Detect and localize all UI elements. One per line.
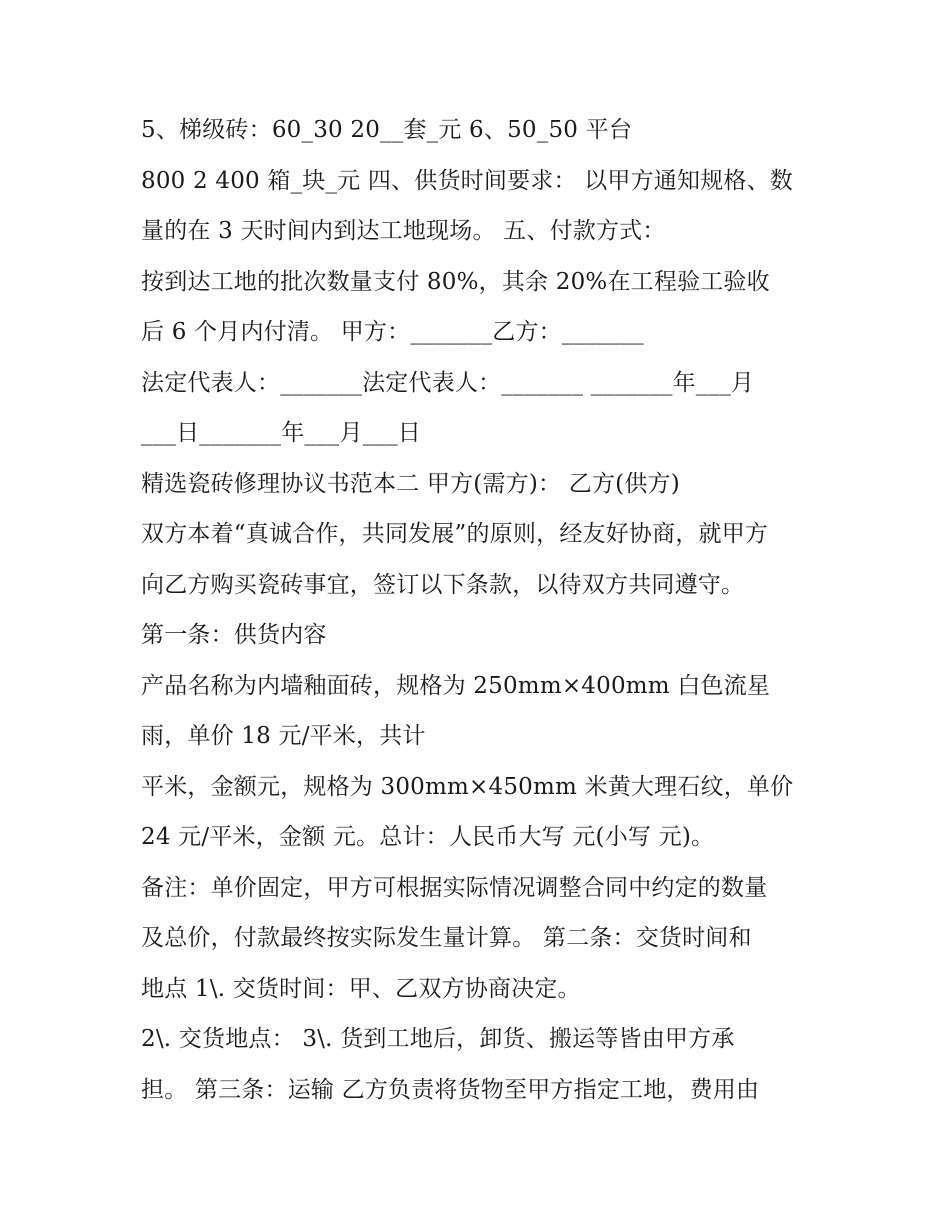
- document-body: [141, 108, 831, 1118]
- text-line: 法定代表人：_______法定代表人：_______ _______年___月: [141, 369, 755, 396]
- text-line: 产品名称为内墙釉面砖，规格为 250mm×400mm 白色流星: [141, 672, 771, 699]
- clause-heading: 第一条：供货内容: [141, 622, 327, 648]
- text-line: 双方本着“真诚合作，共同发展”的原则，经友好协商，就甲方: [141, 521, 769, 547]
- text-line: 800 2 400 箱_块_元 四、供货时间要求： 以甲方通知规格、数: [141, 167, 793, 194]
- text-line: 24 元/平米，金额 元。总计：人民币大写 元(小写 元)。: [141, 824, 715, 850]
- text-line: 及总价，付款最终按实际发生量计算。 第二条：交货时间和: [141, 925, 752, 951]
- text-line: 5、梯级砖：60_30 20__套_元 6、50_50 平台: [141, 117, 633, 143]
- text-line: ___日_______年___月___日: [141, 420, 421, 446]
- text-line: 后 6 个月内付清。 甲方：_______乙方：_______: [141, 319, 644, 345]
- text-line: 2\. 交货地点： 3\. 货到工地后，卸货、搬运等皆由甲方承: [141, 1026, 735, 1052]
- text-line: 按到达工地的批次数量支付 80%，其余 20%在工程验工验收: [141, 268, 770, 295]
- text-line: 备注：单价固定，甲方可根据实际情况调整合同中约定的数量: [141, 874, 768, 901]
- text-line: 向乙方购买瓷砖事宜，签订以下条款，以待双方共同遵守。: [141, 571, 745, 598]
- text-line: 平米，金额元，规格为 300mm×450mm 米黄大理石纹，单价: [141, 773, 794, 800]
- text-line: 担。 第三条：运输 乙方负责将货物至甲方指定工地，费用由: [141, 1076, 760, 1103]
- text-line: 量的在 3 天时间内到达工地现场。 五、付款方式：: [141, 218, 666, 244]
- text-line: 地点 1\. 交货时间：甲、乙双方协商决定。: [141, 975, 581, 1002]
- section-heading: 精选瓷砖修理协议书范本二 甲方(需方)： 乙方(供方): [141, 470, 680, 497]
- text-line: 雨，单价 18 元/平米，共计: [141, 723, 426, 749]
